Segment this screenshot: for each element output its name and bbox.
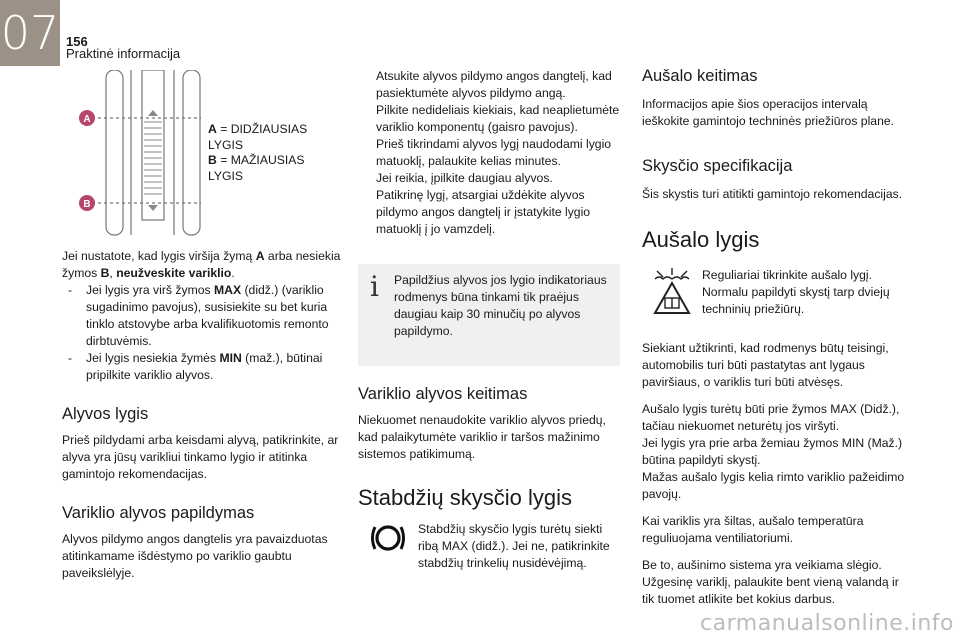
brake-row bbox=[358, 521, 620, 572]
legend-a-text: = DIDŽIAUSIAS bbox=[216, 122, 308, 136]
info-icon: i bbox=[370, 270, 379, 303]
legend-a-text2: LYGIS bbox=[208, 137, 243, 152]
coolant-para-2: Aušalo lygis turėtų būti prie žymos MAX (Didž.), tačiau niekuomet neturėtų jos viršyti. Jei lygis yra prie arba žemiau žymos MIN (Maž.) būtina papildyti skystį. Mažas aušalo lygis kelia rimto variklio pažeidimo pavojų. bbox=[642, 402, 905, 501]
bullet-item bbox=[358, 136, 620, 170]
info-box bbox=[358, 264, 620, 366]
dash2-min: MIN bbox=[219, 351, 242, 365]
coolant-row bbox=[642, 267, 912, 318]
intro-mark-b: B bbox=[100, 266, 110, 280]
bullet-arrow-icon bbox=[358, 68, 376, 102]
brake-warning-icon bbox=[358, 521, 418, 555]
oil-topup-text: Alyvos pildymo angos dangtelis yra pavaizduotas atitinkamame išdėstymo po variklio gaubtu paveikslėlyje. bbox=[62, 532, 328, 580]
bullet-text: Jei reikia, įpilkite daugiau alyvos. bbox=[376, 171, 553, 185]
legend-b-text2: LYGIS bbox=[208, 168, 243, 183]
bullet-text: Atsukite alyvos pildymo angos dangtelį, kad pasiektumėte alyvos pildymo angą. bbox=[376, 69, 612, 100]
dash-mark: - bbox=[68, 283, 73, 297]
heading-fluid-spec: Skysčio specifikacija bbox=[642, 157, 793, 175]
oil-level-text: Prieš pildydami arba keisdami alyvą, patikrinkite, ar alyva yra jūsų varikliui tinkamo lygio ir atitinka gamintojo rekomendacijas. bbox=[62, 433, 339, 481]
intro-warning: neužveskite variklio bbox=[116, 266, 232, 280]
bullet-item bbox=[358, 68, 620, 102]
dash-mark: - bbox=[68, 351, 73, 365]
intro-text-3: , bbox=[109, 266, 117, 280]
watermark: carmanualsonline.info bbox=[700, 611, 954, 636]
bullet-arrow-icon bbox=[358, 102, 376, 136]
fluid-spec-text: Šis skystis turi atitikti gamintojo rekomendacijas. bbox=[642, 187, 903, 201]
diagram-legend bbox=[208, 122, 307, 184]
brake-fluid-text: Stabdžių skysčio lygis turėtų siekti ribą MAX (didž.). Jei ne, patikrinkite stabdžių trinkelių nusidėvėjimą. bbox=[418, 522, 610, 570]
intro-text-1: Jei nustatote, kad lygis viršija žymą bbox=[62, 249, 256, 263]
bullet-text: Patikrinę lygį, atsargiai uždėkite alyvos pildymo angos dangtelį ir įstatykite lygio matuoklį į jo vamzdelį. bbox=[376, 188, 591, 236]
heading-brake-fluid: Stabdžių skysčio lygis bbox=[358, 485, 572, 510]
coolant-hazard-icon bbox=[642, 267, 702, 317]
bullet-arrow-icon bbox=[358, 136, 376, 170]
section-title: Praktinė informacija bbox=[66, 46, 181, 61]
dash1-text-a: Jei lygis yra virš žymos bbox=[86, 283, 214, 297]
legend-b-key: B bbox=[208, 153, 217, 167]
bullet-text: Prieš tikrindami alyvos lygį naudodami lygio matuoklį, palaukite kelias minutes. bbox=[376, 137, 612, 168]
page-number: 156 bbox=[66, 34, 88, 49]
bullet-item bbox=[358, 170, 620, 187]
coolant-check-text: Reguliariai tikrinkite aušalo lygį. Normalu papildyti skystį tarp dviejų techninių priežiūrų. bbox=[702, 268, 890, 316]
coolant-para-1: Siekiant užtikrinti, kad rodmenys būtų teisingi, automobilis turi būti pastatytas ant lygaus paviršiaus, o variklis turi būti atvėsęs. bbox=[642, 341, 889, 389]
bullet-item bbox=[358, 187, 620, 238]
column-middle bbox=[358, 68, 620, 572]
dash-item-min bbox=[62, 350, 342, 384]
chapter-tab: 07 bbox=[0, 0, 60, 66]
marker-a-label: A bbox=[83, 114, 91, 125]
dash1-max: MAX bbox=[214, 283, 242, 297]
column-right bbox=[642, 66, 912, 608]
heading-oil-level: Alyvos lygis bbox=[62, 405, 149, 423]
heading-oil-topup: Variklio alyvos papildymas bbox=[62, 504, 255, 522]
heading-coolant-change: Aušalo keitimas bbox=[642, 67, 758, 85]
bullet-item bbox=[358, 102, 620, 136]
legend-b-text: = MAŽIAUSIAS bbox=[216, 153, 305, 167]
intro-paragraph bbox=[62, 248, 342, 282]
info-text: Papildžius alyvos jos lygio indikatoriaus rodmenys būna tinkami tik praėjus daugiau kaip 30 minučių po alyvos papildymo. bbox=[394, 273, 607, 338]
intro-text-2: arba nesiekia žymos bbox=[62, 249, 341, 280]
heading-coolant-level: Aušalo lygis bbox=[642, 227, 760, 252]
dash2-text-a: Jei lygis nesiekia žymės bbox=[86, 351, 220, 365]
bullet-arrow-icon bbox=[358, 187, 376, 238]
dash-item-max bbox=[62, 282, 342, 350]
marker-b-label: B bbox=[83, 199, 91, 210]
coolant-change-text: Informacijos apie šios operacijos intervalą ieškokite gamintojo techninės priežiūros plane. bbox=[642, 97, 895, 128]
heading-oil-change: Variklio alyvos keitimas bbox=[358, 385, 528, 403]
bullet-arrow-icon bbox=[358, 170, 376, 187]
oil-change-text: Niekuomet nenaudokite variklio alyvos priedų, kad palaikytumėte variklio ir taršos mažinimo sistemos patikimumą. bbox=[358, 413, 606, 461]
column-left bbox=[62, 248, 342, 582]
bullet-text: Pilkite nedideliais kiekiais, kad neaplietumėte variklio komponentų (gaisro pavojus). bbox=[376, 103, 620, 134]
intro-text-4: . bbox=[231, 266, 235, 280]
legend-a-key: A bbox=[208, 122, 217, 136]
dash2-text-b: (maž.), būtinai pripilkite variklio alyvos. bbox=[86, 351, 323, 382]
coolant-para-3: Kai variklis yra šiltas, aušalo temperatūra reguliuojama ventiliatoriumi. bbox=[642, 514, 864, 545]
coolant-para-4: Be to, aušinimo sistema yra veikiama slėgio. Užgesinę variklį, palaukite bent vieną valandą ir tik tuomet atlikite bet kokius darbus. bbox=[642, 558, 899, 606]
dash1-text-b: (didž.) (variklio sugadinimo pavojus), susisiekite su bet kuria tinklo atstovybe arba kvalifikuotomis remonto dirbtuvėmis. bbox=[86, 283, 329, 348]
intro-mark-a: A bbox=[255, 249, 265, 263]
